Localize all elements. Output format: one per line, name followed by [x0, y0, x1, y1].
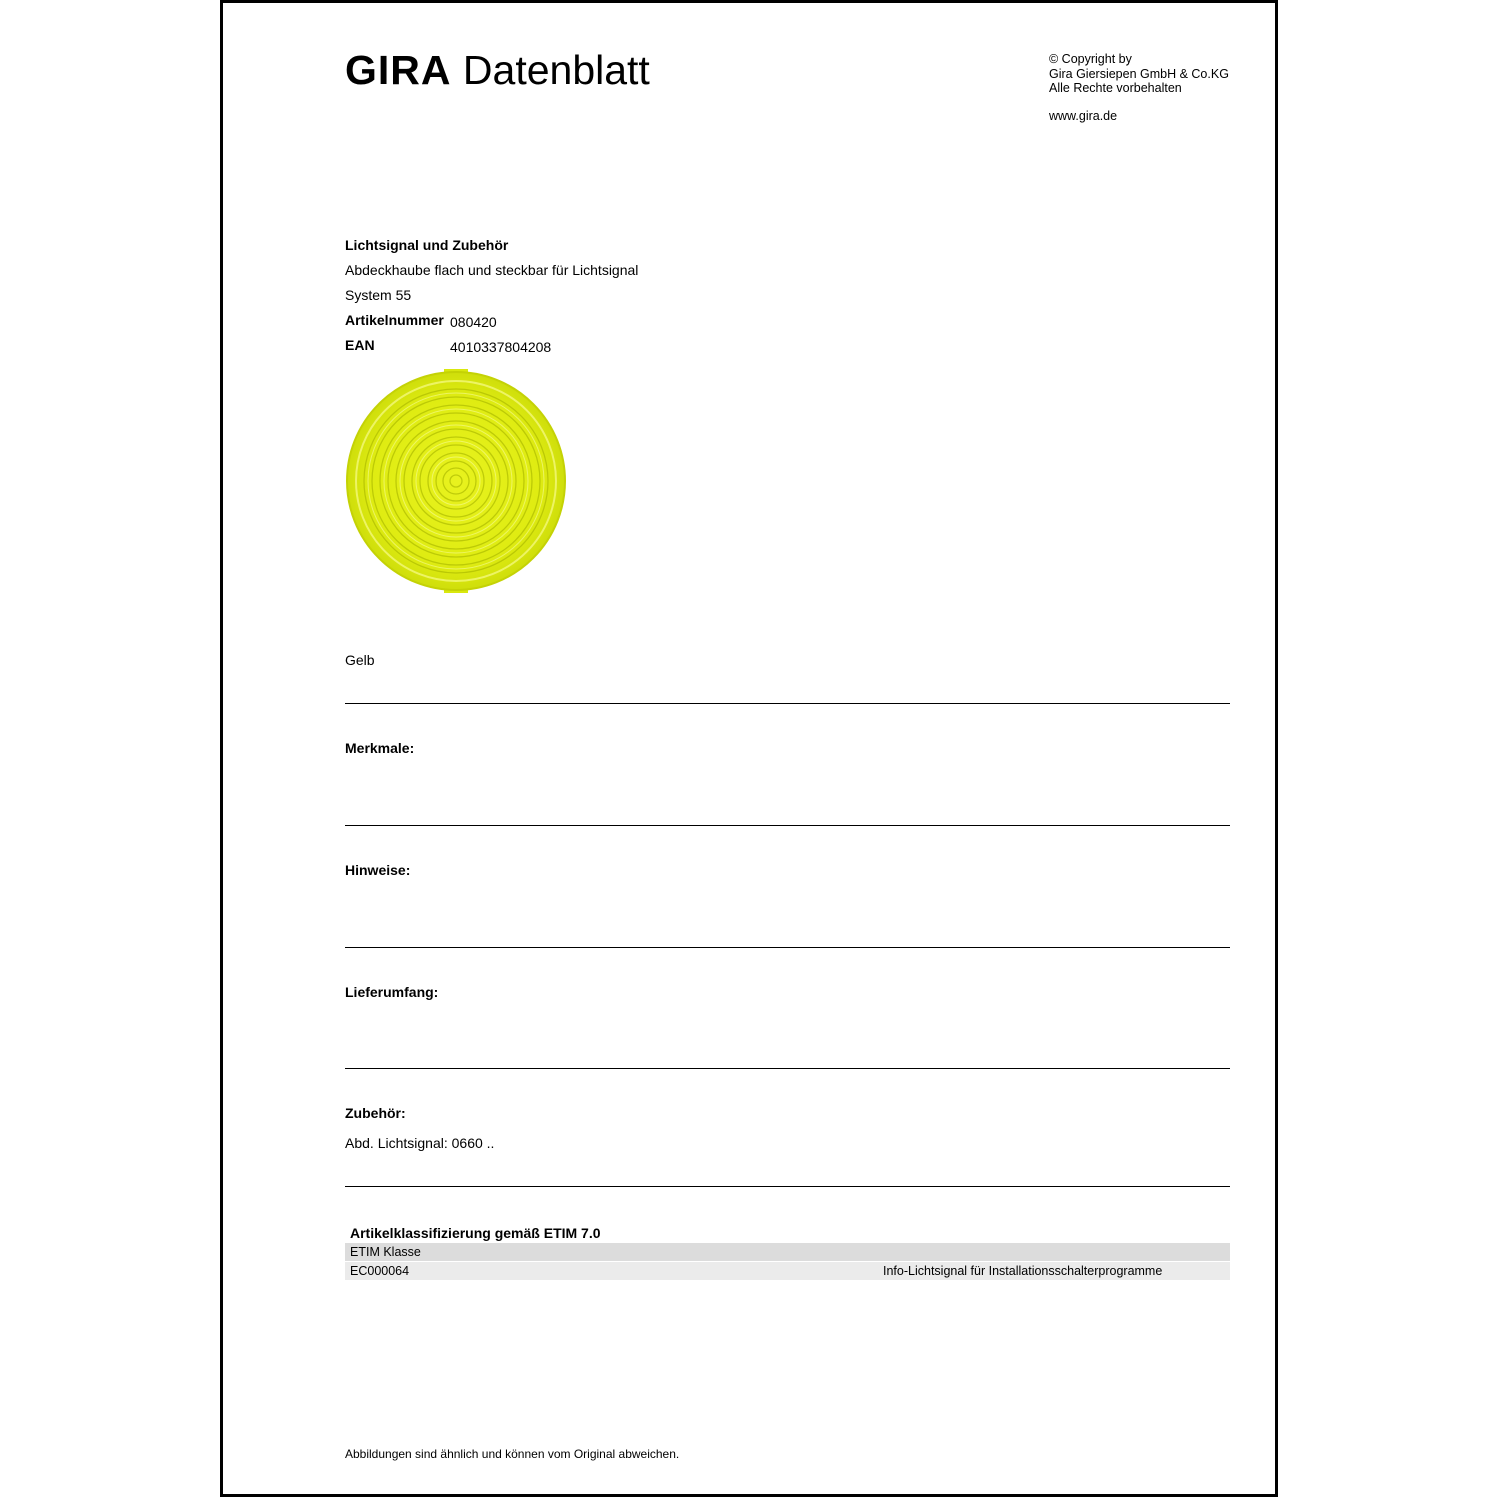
- article-number-value: 080420: [450, 314, 497, 330]
- footer-disclaimer: Abbildungen sind ähnlich und können vom Original abweichen.: [345, 1447, 680, 1461]
- ean-label: EAN: [345, 337, 375, 353]
- divider: [345, 703, 1230, 704]
- brand-title: [345, 45, 650, 95]
- copyright-line-1: © Copyright by: [1049, 52, 1132, 66]
- etim-data-row: [345, 1262, 1230, 1280]
- article-number-label: Artikelnummer: [345, 312, 444, 328]
- divider: [345, 1186, 1230, 1187]
- etim-class-label: ETIM Klasse: [350, 1245, 421, 1259]
- brand-logo: GIRA: [345, 47, 452, 93]
- document-title: Datenblatt: [462, 47, 650, 93]
- etim-class-name: Info-Lichtsignal für Installationsschalterprogramme: [883, 1264, 1163, 1278]
- etim-heading: Artikelklassifizierung gemäß ETIM 7.0: [350, 1225, 601, 1241]
- product-category: Lichtsignal und Zubehör: [345, 237, 509, 253]
- features-heading: Merkmale:: [345, 740, 415, 756]
- accessories-value: Abd. Lichtsignal: 0660 ..: [345, 1135, 495, 1151]
- product-image: [344, 367, 568, 595]
- etim-class-code: EC000064: [350, 1264, 410, 1278]
- etim-header-row: [345, 1243, 1230, 1261]
- datasheet-page: [220, 0, 1278, 1497]
- delivery-heading: Lieferumfang:: [345, 984, 439, 1000]
- product-color: Gelb: [345, 652, 375, 668]
- notes-heading: Hinweise:: [345, 862, 411, 878]
- copyright-line-3: Alle Rechte vorbehalten: [1049, 81, 1182, 95]
- divider: [345, 1068, 1230, 1069]
- divider: [345, 947, 1230, 948]
- product-description: Abdeckhaube flach und steckbar für Lichtsignal: [345, 262, 639, 278]
- ean-value: 4010337804208: [450, 339, 552, 355]
- website-link[interactable]: www.gira.de: [1049, 109, 1118, 123]
- divider: [345, 825, 1230, 826]
- copyright-line-2: Gira Giersiepen GmbH & Co.KG: [1049, 66, 1229, 81]
- product-system: System 55: [345, 287, 412, 303]
- accessories-heading: Zubehör:: [345, 1105, 406, 1121]
- copyright-block: [1049, 52, 1229, 96]
